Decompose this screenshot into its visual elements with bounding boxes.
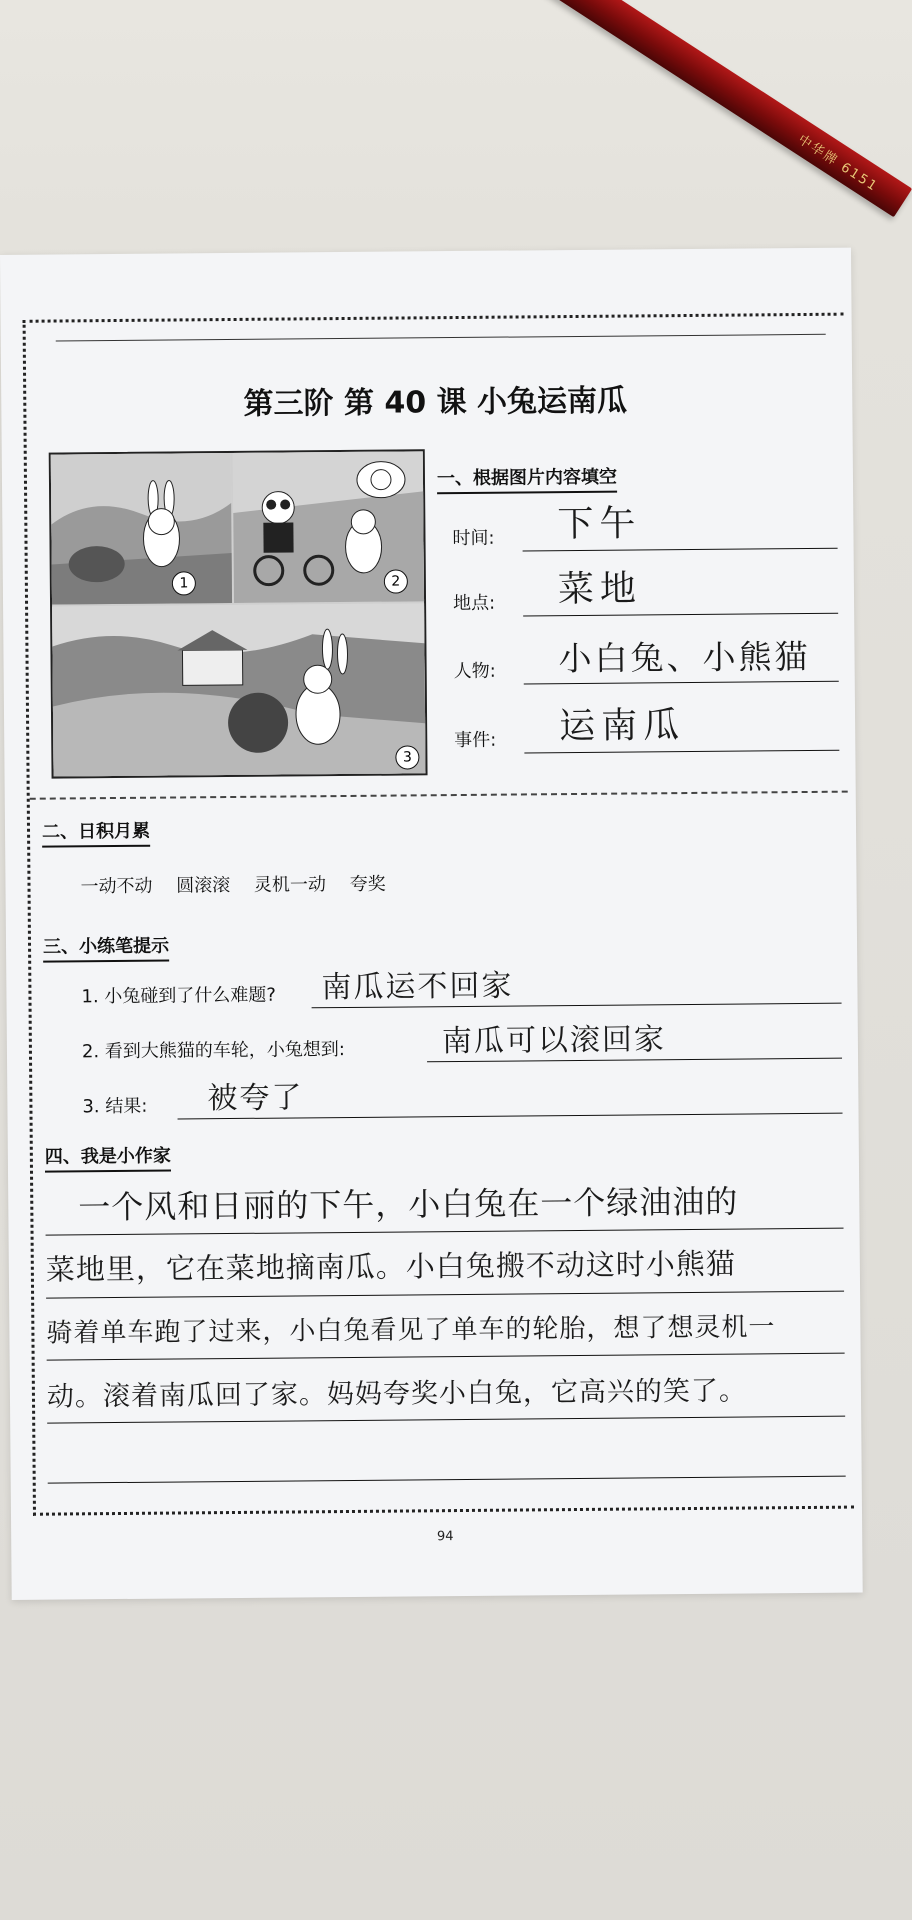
field-place: [453, 556, 839, 619]
field-label: 事件:: [454, 729, 497, 752]
composition-line-4: 动。滚着南瓜回了家。妈妈夸奖小白兔，它高兴的笑了。: [46, 1375, 748, 1413]
handwritten-answer: 被夸了: [207, 1080, 304, 1117]
section4-heading: 四、我是小作家: [45, 1142, 171, 1173]
section1-heading: 一、根据图片内容填空: [437, 463, 617, 495]
section3-heading: 三、小练笔提示: [43, 932, 169, 963]
writing-rule: [47, 1416, 845, 1424]
answer-line: [523, 613, 838, 617]
field-label: 时间:: [452, 527, 495, 550]
field-label: 人物:: [453, 660, 496, 683]
field-time: [452, 491, 838, 554]
worksheet-page: [0, 248, 863, 1600]
pencil: [541, 0, 912, 217]
idiom: 一动不动: [80, 875, 153, 898]
composition-line-3: 骑着单车跑了过来，小白兔看见了单车的轮胎，想了想灵机一: [46, 1312, 776, 1349]
answer-line: [524, 750, 839, 754]
handwritten-answer: 下午: [557, 503, 642, 546]
idiom-list: [80, 870, 397, 899]
handwritten-answer: 南瓜可以滚回家: [441, 1022, 667, 1060]
field-label: 地点:: [452, 592, 496, 615]
section2-heading: 二、日积月累: [42, 817, 150, 848]
picture-3: [52, 603, 425, 776]
picture-1: [51, 453, 232, 605]
picture-number-3: 3: [395, 745, 419, 769]
idiom: 圆滚滚: [176, 875, 231, 897]
handwritten-answer: 小白兔、小熊猫: [558, 636, 811, 679]
handwritten-answer: 菜地: [557, 568, 643, 611]
pencil-brand-text: 中华牌 6151: [795, 132, 881, 196]
answer-line: [523, 548, 838, 552]
field-event: [454, 693, 840, 756]
picture-panel: [49, 449, 428, 778]
idiom: 夸奖: [349, 873, 386, 895]
picture-number-2: 2: [384, 569, 408, 593]
section-divider: [30, 791, 848, 800]
question-prompt: 1. 小兔碰到了什么难题?: [81, 984, 277, 1008]
field-characters: [453, 624, 839, 687]
writing-rule: [48, 1476, 846, 1484]
writing-rule: [47, 1353, 845, 1361]
question-2: [82, 1011, 842, 1068]
answer-line: [524, 681, 839, 685]
question-3: [82, 1066, 842, 1123]
question-1: [81, 956, 841, 1013]
writing-rule: [46, 1291, 844, 1299]
picture-number-1: 1: [172, 571, 196, 595]
question-prompt: 2. 看到大熊猫的车轮，小兔想到:: [81, 1039, 346, 1063]
idiom: 灵机一动: [253, 874, 327, 896]
composition-line-1: 一个风和日丽的下午，小白兔在一个绿油油的: [45, 1182, 739, 1227]
question-prompt: 3. 结果:: [82, 1095, 148, 1118]
picture-2: [233, 451, 424, 603]
handwritten-answer: 南瓜运不回家: [321, 968, 514, 1006]
dotted-frame: [23, 313, 854, 1545]
handwritten-answer: 运南瓜: [558, 705, 686, 748]
writing-rule: [46, 1228, 844, 1236]
lesson-title: 第三阶 第 40 课 小兔运南瓜: [243, 383, 628, 422]
composition-line-2: 菜地里，它在菜地摘南瓜。小白兔搬不动这时小熊猫: [45, 1246, 736, 1287]
page-number: 94: [436, 1529, 454, 1545]
top-rule: [56, 334, 826, 342]
